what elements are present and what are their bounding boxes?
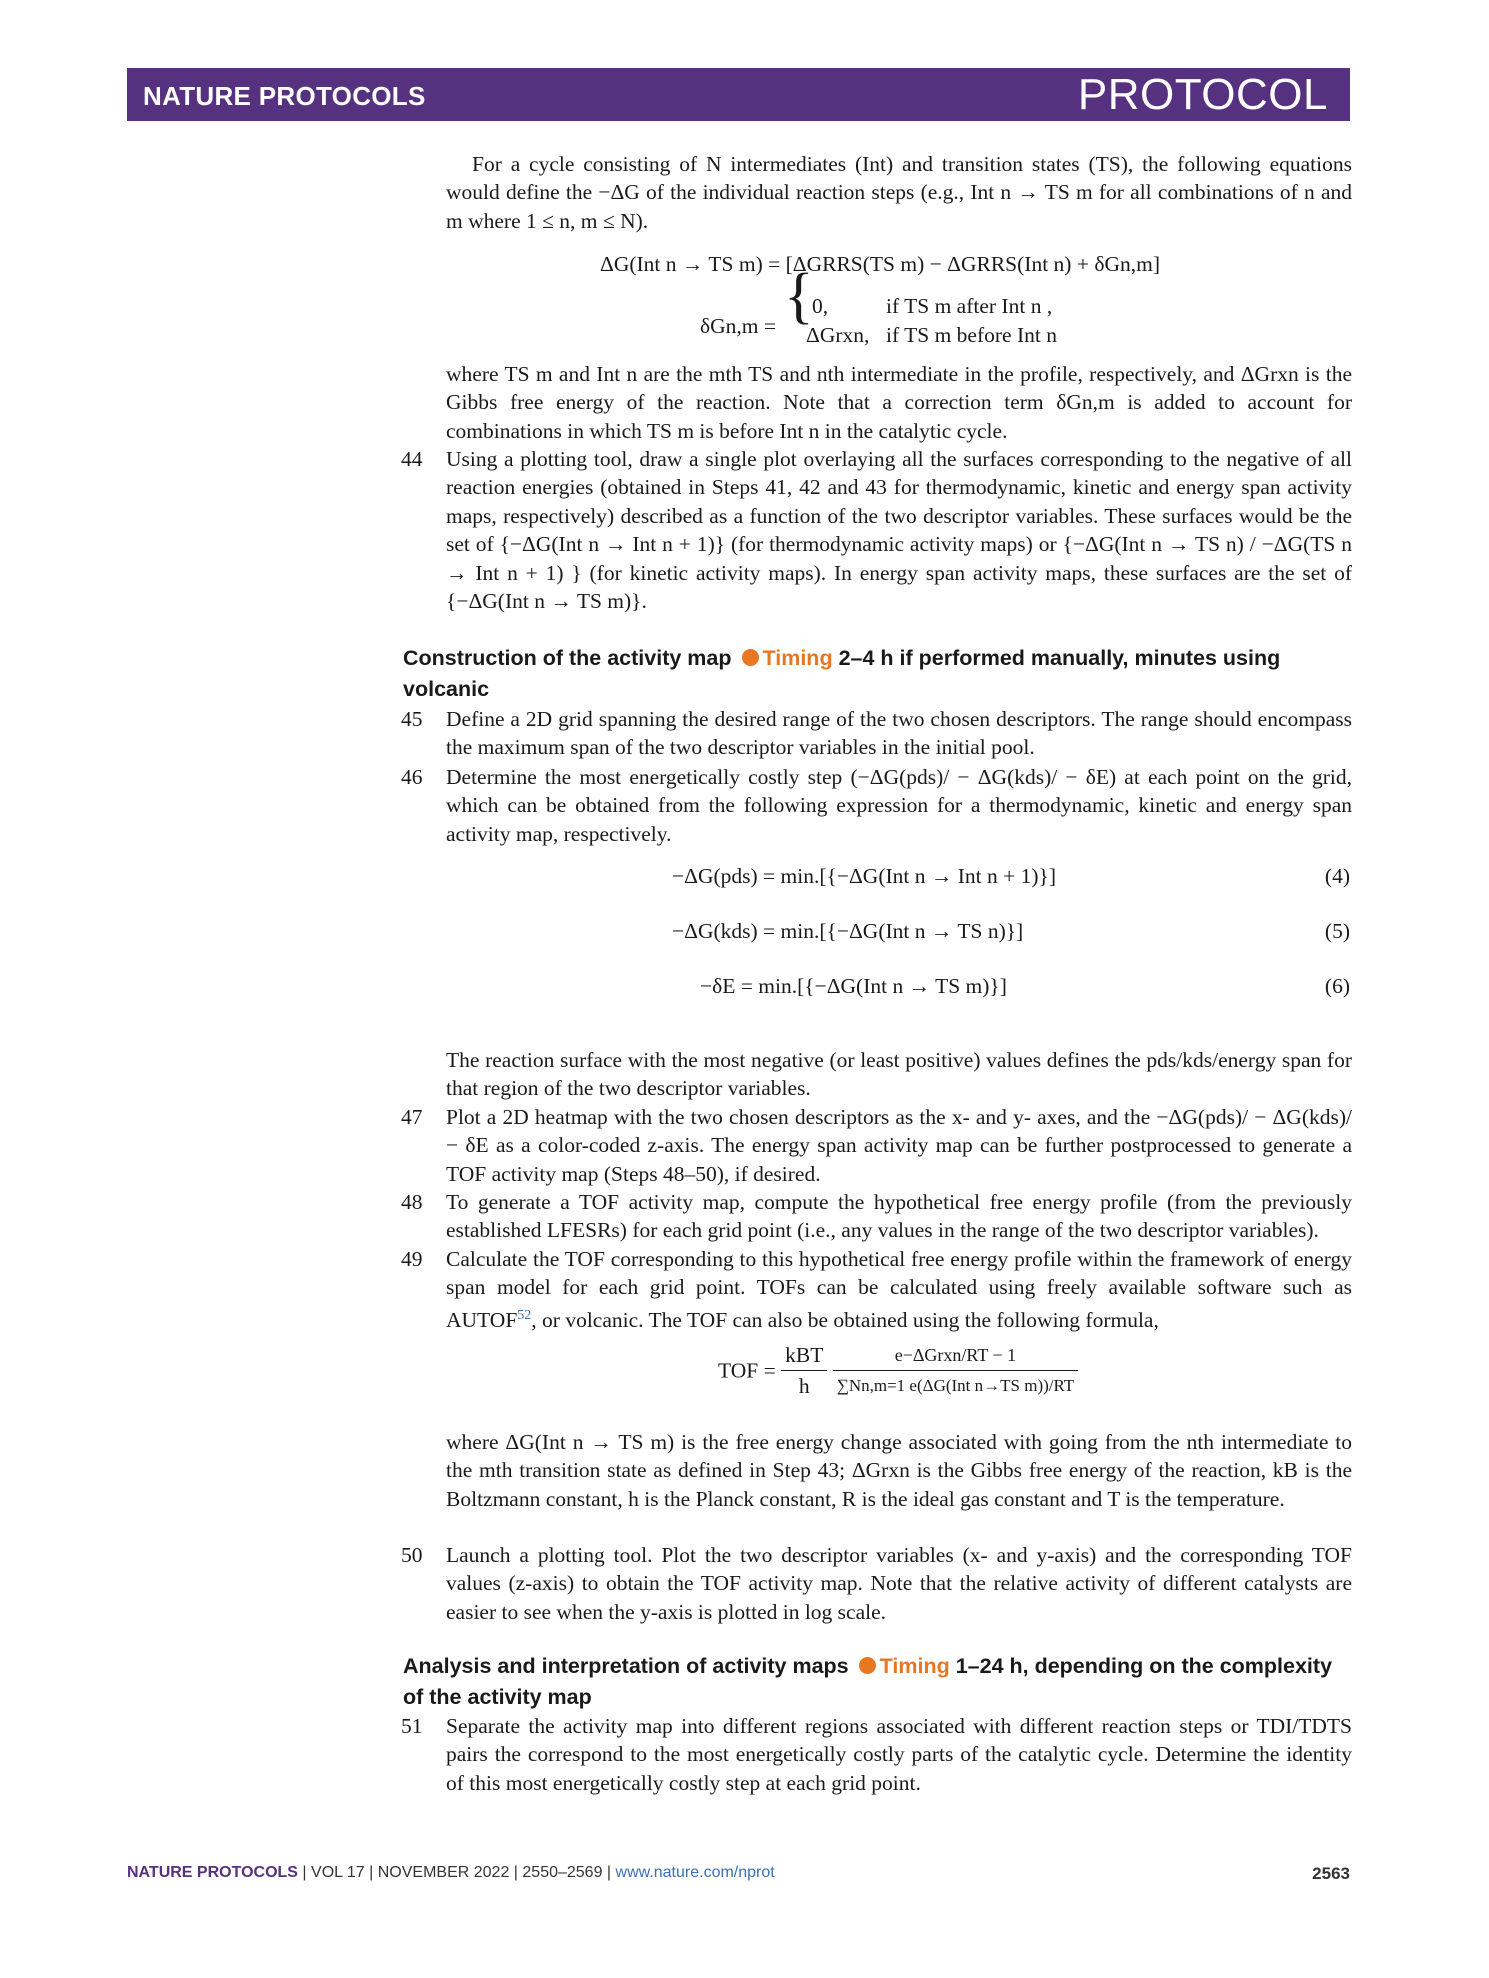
timing-label: Timing xyxy=(879,1654,950,1678)
case1-value: 0, xyxy=(812,294,829,318)
reference-link[interactable]: 52 xyxy=(517,1307,532,1323)
step-46-text: Determine the most energetically costly step (−ΔG(pds)/ − ΔG(kds)/ − δE) at each point on the grid, which can be obtained from the following expression for a thermodynamic, kinetic and energy span activity map, respectively. xyxy=(446,765,1352,846)
step-number: 44 xyxy=(401,447,423,471)
step-47-text: Plot a 2D heatmap with the two chosen descriptors as the x- and y- axes, and the −ΔG(pds)/ − ΔG(kds)/ − δE as a color-coded z-axis. The energy span activity map can be further postprocessed to generate a TOF activity map (Steps 48–50), if desired. xyxy=(446,1105,1352,1186)
article-type: PROTOCOL xyxy=(1077,70,1328,119)
step-51-text: Separate the activity map into different regions associated with different reaction steps or TDI/TDTS pairs the correspond to the most energetically costly parts of the catalytic cycle. Determine the identity of this most energetically costly step at each grid point. xyxy=(446,1714,1352,1795)
page-number: 2563 xyxy=(1312,1864,1350,1883)
timing-label: Timing xyxy=(762,646,833,670)
where-paragraph-1: where TS m and Int n are the mth TS and nth intermediate in the profile, respectively, and ΔGrxn is the Gibbs free energy of the reaction. Note that a correction term δGn,m is added to account for combinations in which TS m is before Int n in the catalytic cycle. xyxy=(446,362,1352,443)
equation-delta-g: ΔG(Int n → TS m) = [ΔGRRS(TS m) − ΔGRRS(Int n) + δGn,m] xyxy=(600,252,1160,276)
step-number: 47 xyxy=(401,1105,423,1129)
equation-4: −ΔG(pds) = min.[{−ΔG(Int n → Int n + 1)}] xyxy=(672,864,1057,888)
step-45-text: Define a 2D grid spanning the desired range of the two chosen descriptors. The range should encompass the maximum span of the two descriptor variables in the initial pool. xyxy=(446,707,1352,760)
equation-delta-g-nm xyxy=(700,262,1160,358)
footer-url-link[interactable]: www.nature.com/nprot xyxy=(615,1864,775,1881)
tof-numerator: e−ΔGrxn/RT − 1 xyxy=(833,1340,1078,1371)
intro-paragraph: For a cycle consisting of N intermediates (Int) and transition states (TS), the following equations would define the −ΔG of the individual reaction steps (e.g., Int n → TS m for all combinations of n and m where 1 ≤ n, m ≤ N). xyxy=(446,152,1352,233)
equation-6-number: (6) xyxy=(1324,974,1350,998)
case2-condition: if TS m before Int n xyxy=(886,323,1057,347)
timing-text: 1–24 h, depending on the complexity of the activity map xyxy=(403,1654,1333,1709)
timing-text: 2–4 h if performed manually, minutes using volcanic xyxy=(403,646,1281,701)
equation-5: −ΔG(kds) = min.[{−ΔG(Int n → TS n)}] xyxy=(672,919,1024,943)
equation-tof xyxy=(718,1340,1078,1401)
where-paragraph-2: where ΔG(Int n → TS m) is the free energy change associated with going from the nth intermediate to the mth transition state as defined in Step 43; ΔGrxn is the Gibbs free energy of the reaction, kB is the Boltzmann constant, h is the Planck constant, R is the ideal gas constant and T is the temperature. xyxy=(446,1430,1352,1511)
timing-dot-icon xyxy=(859,1657,876,1674)
footer-date: NOVEMBER 2022 xyxy=(377,1864,510,1881)
tof-denominator: ∑Nn,m=1 e(ΔG(Int n→TS m))/RT xyxy=(836,1376,1075,1395)
equation-4-number: (4) xyxy=(1324,864,1350,888)
page-footer: NATURE PROTOCOLS | VOL 17 | NOVEMBER 2022 | 2550–2569 | www.nature.com/nprot 2563 xyxy=(127,1864,1350,1883)
step-49-text-b: , or volcanic. The TOF can also be obtained using the following formula, xyxy=(531,1307,1159,1332)
step-44-text: Using a plotting tool, draw a single plot overlaying all the surfaces corresponding to the negative of all reaction energies (obtained in Steps 41, 42 and 43 for thermodynamic, kinetic and energy span activity maps, respectively) described as a function of the two descriptor variables. These surfaces would be the set of {−ΔG(Int n → Int n + 1)} (for thermodynamic activity maps) or {−ΔG(Int n → TS n) / −ΔG(TS n → Int n + 1) } (for kinetic activity maps). In energy span activity maps, these surfaces are the set of {−ΔG(Int n → TS m)}. xyxy=(446,447,1352,614)
step-number: 49 xyxy=(401,1247,423,1271)
tof-fraction xyxy=(833,1340,1078,1401)
footer-pages: 2550–2569 xyxy=(522,1864,603,1881)
page-header xyxy=(127,68,1350,121)
footer-journal: NATURE PROTOCOLS xyxy=(127,1864,298,1881)
kbt: kBT xyxy=(781,1340,827,1371)
tof-lhs: TOF = xyxy=(718,1358,776,1383)
delta-g-nm-lhs: δGn,m = xyxy=(700,314,777,338)
step-number: 50 xyxy=(401,1543,423,1567)
section-title: Analysis and interpretation of activity maps xyxy=(403,1654,849,1678)
footer-volume: VOL 17 xyxy=(311,1864,365,1881)
journal-name: NATURE PROTOCOLS xyxy=(143,81,426,111)
equation-6: −δE = min.[{−ΔG(Int n → TS m)}] xyxy=(700,974,1007,998)
kbt-over-h xyxy=(781,1340,827,1401)
step-number: 46 xyxy=(401,765,423,789)
step-number: 48 xyxy=(401,1190,423,1214)
planck-h: h xyxy=(798,1374,810,1398)
case2-value: ΔGrxn, xyxy=(806,323,870,347)
section-heading-construction xyxy=(403,643,1353,705)
section-title: Construction of the activity map xyxy=(403,646,732,670)
step-48-text: To generate a TOF activity map, compute the hypothetical free energy profile (from the previously established LFESRs) for each grid point (i.e., any values in the range of the two descriptor variables). xyxy=(446,1190,1352,1243)
left-brace: { xyxy=(784,262,814,330)
step-number: 45 xyxy=(401,707,423,731)
step-number: 51 xyxy=(401,1714,423,1738)
surface-paragraph: The reaction surface with the most negative (or least positive) values defines the pds/kds/energy span for that region of the two descriptor variables. xyxy=(446,1048,1352,1101)
equation-5-number: (5) xyxy=(1324,919,1350,943)
step-49-text xyxy=(446,1245,1352,1334)
step-50-text: Launch a plotting tool. Plot the two descriptor variables (x- and y-axis) and the corresponding TOF values (z-axis) to obtain the TOF activity map. Note that the relative activity of different catalysts are easier to see when the y-axis is plotted in log scale. xyxy=(446,1543,1352,1624)
step-49-text-a: Calculate the TOF corresponding to this hypothetical free energy profile within the framework of energy span model for each grid point. TOFs can be calculated using freely available software such as AUTOF xyxy=(446,1247,1352,1332)
case1-condition: if TS m after Int n , xyxy=(886,294,1053,318)
timing-dot-icon xyxy=(742,649,759,666)
section-heading-analysis xyxy=(403,1651,1353,1713)
